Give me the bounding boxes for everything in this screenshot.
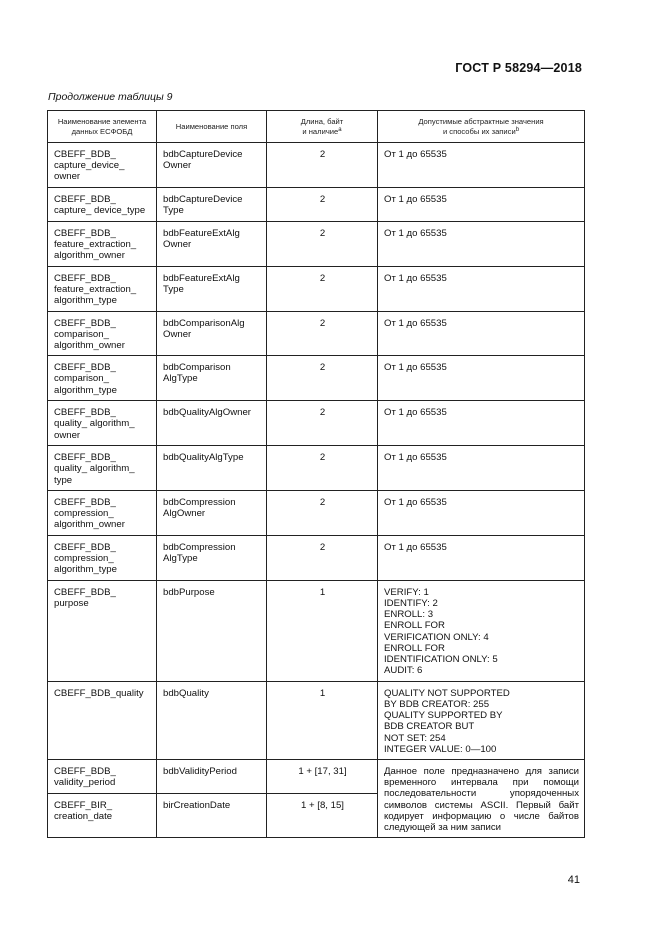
values-cell-merged: Данное поле предназначено для записи временного интервала при помощи последовательности упорядоченных символов системы ASCII. Первый байт кодирует информацию о числе байтов следующей за ним записи [378, 760, 585, 838]
column-header-text: Наименование элемента [57, 116, 147, 126]
value-line: От 1 до 65535 [384, 194, 447, 205]
value-line: От 1 до 65535 [384, 541, 447, 553]
element-name-cell [48, 143, 157, 188]
field-name: bdbCaptureDevice [163, 194, 243, 205]
table-row [48, 446, 585, 491]
element-name: CBEFF_BDB_quality [54, 687, 144, 699]
element-name-cell [48, 311, 157, 356]
field-name-cell [157, 222, 267, 267]
length-cell: 2 [267, 401, 378, 446]
value-line: QUALITY SUPPORTED BY [384, 710, 503, 722]
table-row [48, 535, 585, 580]
length-cell: 2 [267, 356, 378, 401]
element-name: CBEFF_BDB_ [54, 362, 116, 374]
field-name-cell [157, 446, 267, 491]
element-name: CBEFF_BDB_ [54, 149, 116, 160]
column-header-text: Допустимые абстрактные значения [418, 116, 544, 126]
field-name: bdbFeatureExtAlg [163, 272, 240, 284]
value-line: От 1 до 65535 [384, 228, 447, 239]
element-name: owner [54, 429, 81, 441]
value-line: ENROLL: 3 [384, 609, 434, 621]
field-name-cell [157, 311, 267, 356]
element-name: CBEFF_BDB_ [54, 586, 116, 598]
length-cell: 2 [267, 143, 378, 188]
values-cell [378, 311, 585, 356]
column-header-text: и способы их записи$^b$ [442, 126, 520, 136]
field-name-cell [157, 188, 267, 222]
value-line: INTEGER VALUE: 0—100 [384, 743, 497, 755]
field-name: AlgType [163, 373, 198, 385]
length-cell: 2 [267, 535, 378, 580]
field-name-cell [157, 681, 267, 759]
field-name: bdbValidityPeriod [163, 766, 237, 778]
element-name-cell [48, 794, 157, 838]
element-name-cell [48, 401, 157, 446]
table-row [48, 760, 585, 794]
field-name: AlgType [163, 553, 198, 565]
element-name: CBEFF_BDB_ [54, 541, 116, 553]
table-row [48, 188, 585, 222]
table-row [48, 266, 585, 311]
field-name: bdbQuality [163, 687, 209, 699]
value-line: ENROLL FOR [384, 642, 445, 654]
field-name-cell [157, 356, 267, 401]
table-header-row [48, 111, 585, 143]
length-cell: 2 [267, 311, 378, 356]
column-header [48, 111, 157, 143]
column-header [267, 111, 378, 143]
field-name-cell [157, 760, 267, 794]
standard-code: ГОСТ Р 58294—2018 [455, 61, 582, 75]
element-name: capture_device_ [54, 160, 125, 172]
element-name: compression_ [54, 508, 114, 520]
length-cell: 1 + [17, 31] [267, 760, 378, 794]
field-name: bdbCompression [163, 541, 236, 553]
element-name: compression_ [54, 553, 114, 565]
field-name: bdbCompression [163, 496, 236, 508]
element-name: CBEFF_BDB_ [54, 228, 116, 239]
column-header-text: Наименование поля [175, 121, 248, 131]
values-cell [378, 681, 585, 759]
length-cell: 2 [267, 188, 378, 222]
element-name: algorithm_owner [54, 250, 125, 262]
field-name-cell [157, 143, 267, 188]
element-name-cell [48, 446, 157, 491]
table-row [48, 311, 585, 356]
table-row [48, 143, 585, 188]
table-caption: Продолжение таблицы 9 [48, 91, 173, 103]
element-name-cell [48, 580, 157, 681]
element-name: CBEFF_BDB_ [54, 317, 116, 329]
value-line: NOT SET: 254 [384, 732, 446, 744]
value-line: BDB CREATOR BUT [384, 721, 475, 733]
values-cell [378, 490, 585, 535]
element-name-cell [48, 535, 157, 580]
element-name: creation_date [54, 811, 113, 823]
element-name: CBEFF_BDB_ [54, 194, 116, 205]
element-name: algorithm_type [54, 295, 117, 307]
value-line: От 1 до 65535 [384, 362, 447, 374]
value-line: BY BDB CREATOR: 255 [384, 699, 490, 711]
length-cell: 1 [267, 580, 378, 681]
field-name: Type [163, 283, 184, 295]
value-line: QUALITY NOT SUPPORTED [384, 687, 510, 699]
field-name-cell [157, 580, 267, 681]
table-row [48, 681, 585, 759]
length-cell: 2 [267, 490, 378, 535]
field-name-cell [157, 401, 267, 446]
value-line: IDENTIFY: 2 [384, 598, 438, 610]
element-name: comparison_ [54, 328, 109, 340]
values-cell [378, 222, 585, 267]
values-cell [378, 356, 585, 401]
field-name: bdbComparison [163, 362, 231, 374]
length-cell: 1 + [8, 15] [267, 794, 378, 838]
element-name: feature_extraction_ [54, 283, 137, 295]
table-row [48, 580, 585, 681]
element-name-cell [48, 188, 157, 222]
page-number: 41 [567, 874, 580, 886]
field-name: bdbComparisonAlg [163, 317, 245, 329]
table-row [48, 356, 585, 401]
field-name: bdbFeatureExtAlg [163, 228, 240, 239]
table-row [48, 222, 585, 267]
field-name-cell [157, 490, 267, 535]
value-line: AUDIT: 6 [384, 665, 423, 677]
column-header-text: данных ЕСФОБД [71, 126, 133, 136]
value-line: ENROLL FOR [384, 620, 445, 632]
table-row [48, 490, 585, 535]
value-line: IDENTIFICATION ONLY: 5 [384, 654, 498, 666]
element-name: algorithm_type [54, 384, 117, 396]
field-name: bdbPurpose [163, 586, 215, 598]
column-header [378, 111, 585, 143]
element-name: comparison_ [54, 373, 109, 385]
field-name-cell [157, 535, 267, 580]
field-name: Owner [163, 328, 192, 340]
element-name: purpose [54, 598, 89, 610]
element-name-cell [48, 490, 157, 535]
length-cell: 2 [267, 446, 378, 491]
values-cell [378, 535, 585, 580]
value-line: От 1 до 65535 [384, 272, 447, 284]
column-header [157, 111, 267, 143]
column-header-text: Длина, байт [300, 116, 344, 126]
element-name: algorithm_owner [54, 519, 125, 531]
value-line: От 1 до 65535 [384, 149, 447, 160]
element-name: algorithm_owner [54, 340, 125, 352]
values-cell [378, 143, 585, 188]
element-name-cell [48, 222, 157, 267]
values-cell [378, 188, 585, 222]
values-cell [378, 266, 585, 311]
field-name-cell [157, 794, 267, 838]
field-name: bdbQualityAlgOwner [163, 407, 251, 419]
field-name: Owner [163, 160, 192, 172]
values-cell [378, 401, 585, 446]
element-name: feature_extraction_ [54, 239, 137, 251]
element-name: CBEFF_BDB_ [54, 496, 116, 508]
element-name: CBEFF_BDB_ [54, 407, 116, 419]
element-name: CBEFF_BDB_ [54, 766, 116, 778]
value-line: VERIFICATION ONLY: 4 [384, 631, 489, 643]
element-name: algorithm_type [54, 564, 117, 576]
footnote-mark: a [338, 126, 342, 133]
footnote-mark: b [515, 126, 520, 133]
value-line: От 1 до 65535 [384, 496, 447, 508]
element-name-cell [48, 760, 157, 794]
element-name-cell [48, 356, 157, 401]
length-cell: 2 [267, 266, 378, 311]
value-line: От 1 до 65535 [384, 317, 447, 329]
spec-table [47, 110, 585, 838]
field-name: birCreationDate [163, 800, 231, 812]
element-name: owner [54, 171, 81, 183]
values-cell [378, 580, 585, 681]
element-name: quality_ algorithm_ [54, 418, 135, 430]
element-name: CBEFF_BDB_ [54, 272, 116, 284]
column-header-text: и наличие$^a$ [302, 126, 342, 136]
field-name: Type [163, 205, 184, 217]
element-name: CBEFF_BIR_ [54, 800, 113, 812]
element-name: validity_period [54, 777, 116, 789]
field-name: AlgOwner [163, 508, 206, 520]
field-name: bdbQualityAlgType [163, 452, 244, 464]
length-cell: 2 [267, 222, 378, 267]
value-line: От 1 до 65535 [384, 452, 447, 464]
element-name: capture_ device_type [54, 205, 146, 217]
field-name: bdbCaptureDevice [163, 149, 243, 160]
element-name-cell [48, 266, 157, 311]
element-name: quality_ algorithm_ [54, 463, 135, 475]
table-row [48, 401, 585, 446]
element-name-cell [48, 681, 157, 759]
element-name: CBEFF_BDB_ [54, 452, 116, 464]
field-name: Owner [163, 239, 192, 251]
element-name: type [54, 474, 73, 486]
value-line: VERIFY: 1 [384, 586, 429, 598]
value-line: От 1 до 65535 [384, 407, 447, 419]
length-cell: 1 [267, 681, 378, 759]
field-name-cell [157, 266, 267, 311]
values-cell [378, 446, 585, 491]
